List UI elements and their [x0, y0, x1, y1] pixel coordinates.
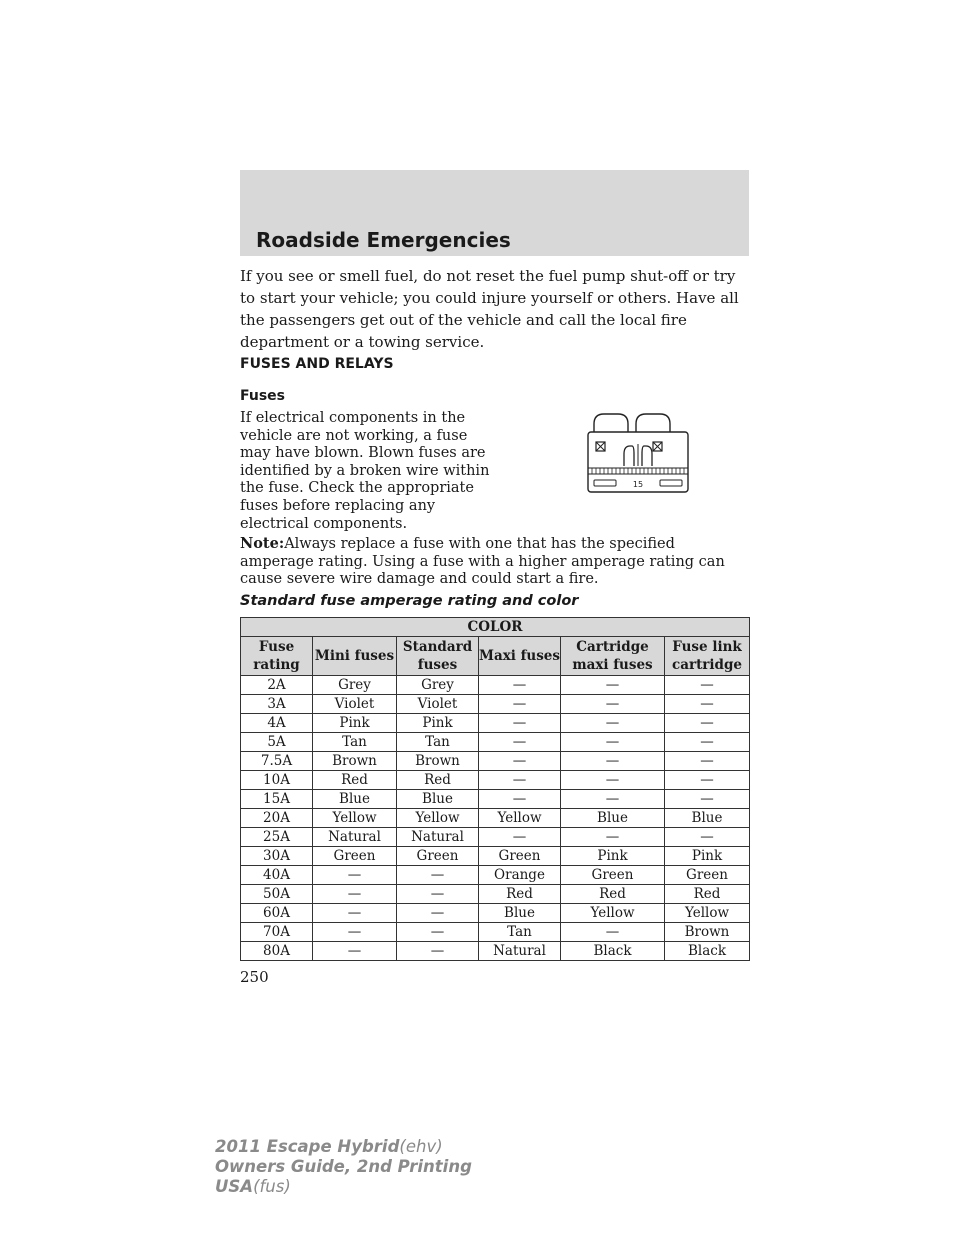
- fuse-illustration-label: 15: [632, 480, 644, 489]
- table-row: [241, 847, 750, 866]
- table-cell: —: [561, 923, 665, 942]
- table-cell: 4A: [241, 714, 313, 733]
- table-cell: Green: [479, 847, 561, 866]
- footer-model-code: (ehv): [399, 1137, 443, 1156]
- col-header: Cartridge maxi fuses: [561, 637, 665, 676]
- note-text: Always replace a fuse with one that has the specified amperage rating. Using a fuse with a higher amperage rating can cause severe wire damage and could start a fire.: [240, 536, 725, 588]
- table-cell: —: [397, 885, 479, 904]
- table-row: [241, 752, 750, 771]
- table-cell: Violet: [313, 695, 397, 714]
- col-header: Mini fuses: [313, 637, 397, 676]
- table-cell: Grey: [313, 676, 397, 695]
- table-cell: —: [479, 828, 561, 847]
- table-row: [241, 714, 750, 733]
- fuses-intro-paragraph: If electrical components in the vehicle are not working, a fuse may have blown. Blown fuses are identified by a broken wire within the fuse. Check the appropriate fuses before replacing any electrical components.: [240, 410, 490, 532]
- table-row: [241, 790, 750, 809]
- footer-model: 2011 Escape Hybrid: [215, 1137, 400, 1156]
- table-row: [241, 885, 750, 904]
- table-cell: —: [313, 904, 397, 923]
- table-cell: 5A: [241, 733, 313, 752]
- table-row: [241, 809, 750, 828]
- table-cell: Natural: [479, 942, 561, 961]
- table-cell: —: [397, 866, 479, 885]
- table-cell: 40A: [241, 866, 313, 885]
- table-row: [241, 771, 750, 790]
- table-cell: 20A: [241, 809, 313, 828]
- table-cell: Yellow: [479, 809, 561, 828]
- table-cell: —: [479, 714, 561, 733]
- table-cell: —: [561, 828, 665, 847]
- table-cell: —: [561, 752, 665, 771]
- table-row: [241, 733, 750, 752]
- table-cell: Brown: [665, 923, 750, 942]
- table-cell: —: [313, 942, 397, 961]
- col-header: Fuse link cartridge: [665, 637, 750, 676]
- table-cell: 15A: [241, 790, 313, 809]
- table-cell: —: [561, 714, 665, 733]
- table-cell: Pink: [561, 847, 665, 866]
- table-row: [241, 695, 750, 714]
- table-cell: Red: [397, 771, 479, 790]
- table-cell: —: [561, 676, 665, 695]
- table-row: [241, 942, 750, 961]
- table-cell: —: [561, 695, 665, 714]
- table-cell: Brown: [397, 752, 479, 771]
- table-cell: Red: [665, 885, 750, 904]
- table-cell: 2A: [241, 676, 313, 695]
- col-header: Maxi fuses: [479, 637, 561, 676]
- table-cell: —: [665, 828, 750, 847]
- table-cell: 70A: [241, 923, 313, 942]
- table-cell: 3A: [241, 695, 313, 714]
- table-cell: —: [561, 733, 665, 752]
- col-header: Standard fuses: [397, 637, 479, 676]
- table-cell: 50A: [241, 885, 313, 904]
- table-cell: Yellow: [313, 809, 397, 828]
- footer-line-3: [215, 1177, 472, 1197]
- table-cell: Black: [665, 942, 750, 961]
- table-cell: Pink: [397, 714, 479, 733]
- table-cell: —: [397, 942, 479, 961]
- table-cell: Red: [561, 885, 665, 904]
- footer-market-code: (fus): [253, 1177, 291, 1196]
- table-cell: Red: [313, 771, 397, 790]
- fuse-table-title: Standard fuse amperage rating and color: [240, 593, 579, 609]
- table-cell: —: [397, 904, 479, 923]
- table-cell: Black: [561, 942, 665, 961]
- table-cell: —: [561, 771, 665, 790]
- table-row: [241, 676, 750, 695]
- table-cell: —: [479, 676, 561, 695]
- table-cell: 25A: [241, 828, 313, 847]
- table-cell: —: [313, 866, 397, 885]
- footer-line-1: [215, 1137, 472, 1157]
- table-cell: —: [397, 923, 479, 942]
- fuses-subheading: Fuses: [240, 388, 285, 404]
- note-paragraph: [240, 535, 750, 589]
- table-cell: 30A: [241, 847, 313, 866]
- table-cell: —: [561, 790, 665, 809]
- section-header-band: [240, 170, 749, 256]
- table-cell: Natural: [313, 828, 397, 847]
- table-cell: 60A: [241, 904, 313, 923]
- table-cell: Tan: [313, 733, 397, 752]
- table-cell: 7.5A: [241, 752, 313, 771]
- table-cell: —: [479, 733, 561, 752]
- col-header: Fuse rating: [241, 637, 313, 676]
- table-cell: —: [665, 676, 750, 695]
- table-cell: Green: [313, 847, 397, 866]
- page-number: 250: [240, 968, 269, 986]
- table-cell: Green: [397, 847, 479, 866]
- table-cell: Violet: [397, 695, 479, 714]
- table-row: [241, 866, 750, 885]
- table-cell: —: [665, 752, 750, 771]
- table-cell: Orange: [479, 866, 561, 885]
- table-cell: Yellow: [397, 809, 479, 828]
- table-cell: —: [479, 752, 561, 771]
- table-cell: —: [479, 771, 561, 790]
- table-cell: Brown: [313, 752, 397, 771]
- table-cell: 80A: [241, 942, 313, 961]
- section-header-title: Roadside Emergencies: [256, 228, 511, 252]
- table-cell: —: [665, 790, 750, 809]
- table-cell: Pink: [313, 714, 397, 733]
- table-cell: Natural: [397, 828, 479, 847]
- table-cell: Green: [665, 866, 750, 885]
- table-group-header: COLOR: [241, 618, 750, 637]
- table-cell: Tan: [479, 923, 561, 942]
- footer-market: USA: [215, 1177, 254, 1196]
- table-row: [241, 828, 750, 847]
- table-cell: Yellow: [665, 904, 750, 923]
- table-cell: Grey: [397, 676, 479, 695]
- table-cell: Green: [561, 866, 665, 885]
- table-cell: —: [665, 695, 750, 714]
- table-cell: Blue: [479, 904, 561, 923]
- table-row: [241, 923, 750, 942]
- table-cell: —: [665, 733, 750, 752]
- table-cell: 10A: [241, 771, 313, 790]
- table-cell: Red: [479, 885, 561, 904]
- table-cell: —: [313, 923, 397, 942]
- table-cell: Yellow: [561, 904, 665, 923]
- table-row: [241, 904, 750, 923]
- table-cell: Blue: [313, 790, 397, 809]
- note-label: Note:: [240, 535, 285, 552]
- table-cell: Pink: [665, 847, 750, 866]
- fuses-and-relays-heading: FUSES AND RELAYS: [240, 356, 394, 372]
- table-cell: Blue: [561, 809, 665, 828]
- table-cell: Tan: [397, 733, 479, 752]
- table-cell: Blue: [397, 790, 479, 809]
- table-body: [241, 676, 750, 961]
- table-cell: —: [479, 790, 561, 809]
- table-cell: —: [665, 714, 750, 733]
- table-cell: —: [313, 885, 397, 904]
- footer-line-2: Owners Guide, 2nd Printing: [215, 1157, 472, 1176]
- table-cell: —: [665, 771, 750, 790]
- table-cell: Blue: [665, 809, 750, 828]
- blade-fuse-illustration: [580, 410, 696, 496]
- fuse-color-table: [240, 617, 750, 961]
- table-cell: —: [479, 695, 561, 714]
- fuel-warning-paragraph: If you see or smell fuel, do not reset the fuel pump shut-off or try to start your vehicle; you could injure yourself or others. Have all the passengers get out of the vehicle and call the local fire department or a towing service.: [240, 267, 739, 351]
- document-footer: [215, 1137, 472, 1197]
